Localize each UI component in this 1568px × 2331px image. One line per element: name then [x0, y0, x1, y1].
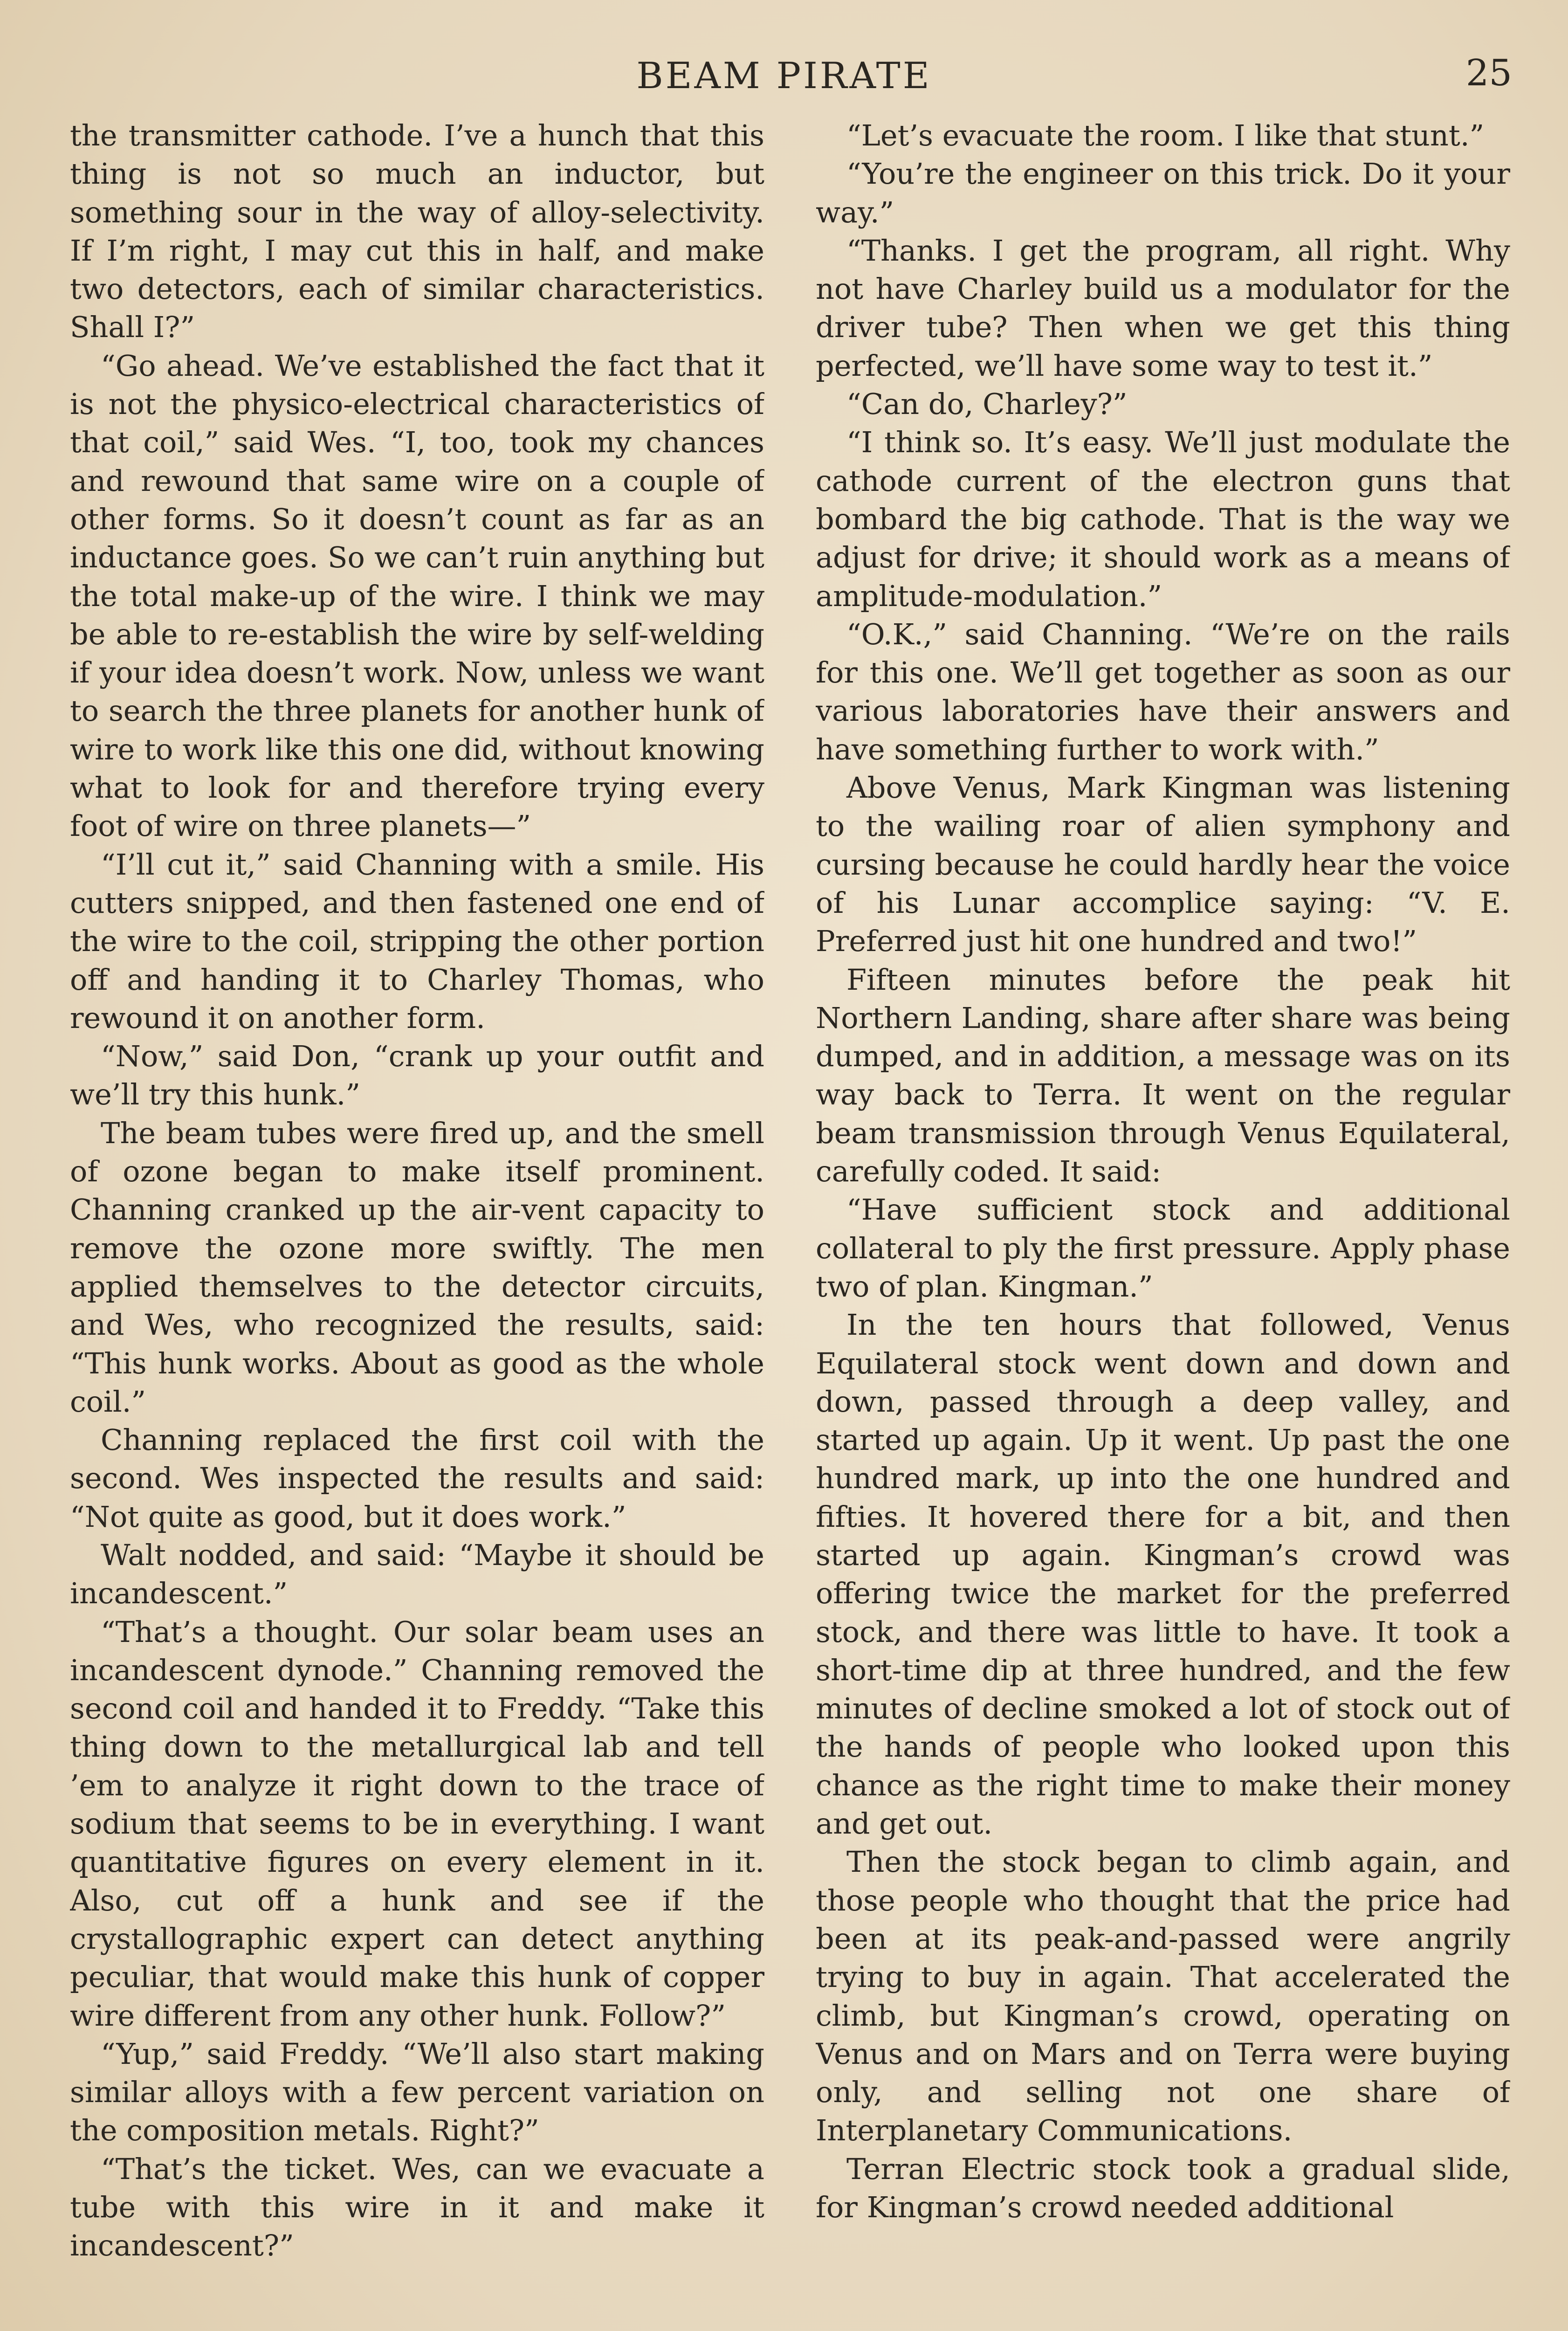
paragraph: In the ten hours that followed, Venus Equilateral stock went down and down and down, passed through a deep valley, and started up again. Up it went. Up past the one hundred mark, up into the one hundred and fifties. It hovered there for a bit, and then started up again. Kingman’s crowd was offering twice the market for the preferred stock, and there was little to have. It took a short-time dip at three hundred, and the few minutes of decline smoked a lot of stock out of the hands of people who looked upon this chance as the right time to make their money and get out.: [816, 1308, 1510, 1841]
paragraph: “Let’s evacuate the room. I like that stunt.”: [846, 118, 1485, 152]
paragraph: “Thanks. I get the program, all right. Why not have Charley build us a modulator for the driver tube? Then when we get this thing perfected, we’ll have some way to test it.”: [816, 233, 1510, 383]
paragraph: Fifteen minutes before the peak hit Northern Landing, share after share was being dumped, and in addition, a message was on its way back to Terra. It went on the regular beam transmission through Venus Equilateral, carefully coded. It said:: [816, 962, 1510, 1189]
paragraph: “That’s the ticket. Wes, can we evacuate a tube with this wire in it and make it incandescent?”: [70, 2152, 764, 2263]
right-column: [816, 117, 1510, 2331]
page-number: 25: [1465, 52, 1512, 94]
running-title: BEAM PIRATE: [636, 55, 932, 97]
paragraph: “O.K.,” said Channing. “We’re on the rails for this one. We’ll get together as soon as our various laboratories have their answers and have something further to work with.”: [816, 617, 1510, 766]
paragraph: “Can do, Charley?”: [846, 387, 1128, 421]
paragraph: Above Venus, Mark Kingman was listening to the wailing roar of alien symphony and cursing because he could hardly hear the voice of his Lunar accomplice saying: “V. E. Preferred just hit one hundred and two!”: [816, 771, 1510, 959]
paragraph: “Go ahead. We’ve established the fact that it is not the physico-electrical characteristics of that coil,” said Wes. “I, too, took my chances and rewound that same wire on a couple of other forms. So it doesn’t count as far as an inductance goes. So we can’t ruin anything but the total make-up of the wire. I think we may be able to re-establish the wire by self-welding if your idea doesn’t work. Now, unless we want to search the three planets for another hunk of wire to work like this one did, without knowing what to look for and therefore trying every foot of wire on three planets—”: [70, 348, 764, 843]
paragraph: the transmitter cathode. I’ve a hunch that this thing is not so much an inductor, but something sour in the way of alloy-selectivity. If I’m right, I may cut this in half, and make two detectors, each of similar characteristics. Shall I?”: [70, 118, 764, 345]
paragraph: “I’ll cut it,” said Channing with a smile. His cutters snipped, and then fastened one end of the wire to the coil, stripping the other portion off and handing it to Charley Thomas, who rewound it on another form.: [70, 847, 764, 1035]
paragraph: “I think so. It’s easy. We’ll just modulate the cathode current of the electron guns that bombard the big cathode. That is the way we adjust for drive; it should work as a means of amplitude-modulation.”: [816, 425, 1510, 613]
paragraph: “Now,” said Don, “crank up your outfit and we’ll try this hunk.”: [70, 1039, 764, 1112]
paragraph: “You’re the engineer on this trick. Do it your way.”: [816, 157, 1510, 229]
paragraph: “Yup,” said Freddy. “We’ll also start making similar alloys with a few percent variation on the composition metals. Right?”: [70, 2036, 764, 2148]
paragraph: Terran Electric stock took a gradual slide, for Kingman’s crowd needed additional: [816, 2152, 1510, 2225]
paragraph: Channing replaced the first coil with the second. Wes inspected the results and said: “Not quite as good, but it does work.”: [70, 1423, 764, 1534]
paragraph: “That’s a thought. Our solar beam uses an incandescent dynode.” Channing removed the second coil and handed it to Freddy. “Take this thing down to the metallurgical lab and tell ’em to analyze it right down to the trace of sodium that seems to be in everything. I want quantitative figures on every element in it. Also, cut off a hunk and see if the crystallographic expert can detect anything peculiar, that would make this hunk of copper wire different from any other hunk. Follow?”: [70, 1614, 764, 2033]
paragraph: Walt nodded, and said: “Maybe it should be incandescent.”: [70, 1538, 764, 1611]
paragraph: The beam tubes were fired up, and the smell of ozone began to make itself prominent. Channing cranked up the air-vent capacity to remove the ozone more swiftly. The men applied themselves to the detector circuits, and Wes, who recognized the results, said: “This hunk works. About as good as the whole coil.”: [70, 1116, 764, 1419]
paragraph: “Have sufficient stock and additional collateral to ply the first pressure. Apply phase two of plan. Kingman.”: [816, 1193, 1510, 1303]
left-column: [70, 117, 764, 2331]
paragraph: Then the stock began to climb again, and those people who thought that the price had been at its peak-and-passed were angrily trying to buy in again. That accelerated the climb, but Kingman’s crowd, operating on Venus and on Mars and on Terra were buying only, and selling not one share of Interplanetary Communications.: [816, 1845, 1510, 2148]
